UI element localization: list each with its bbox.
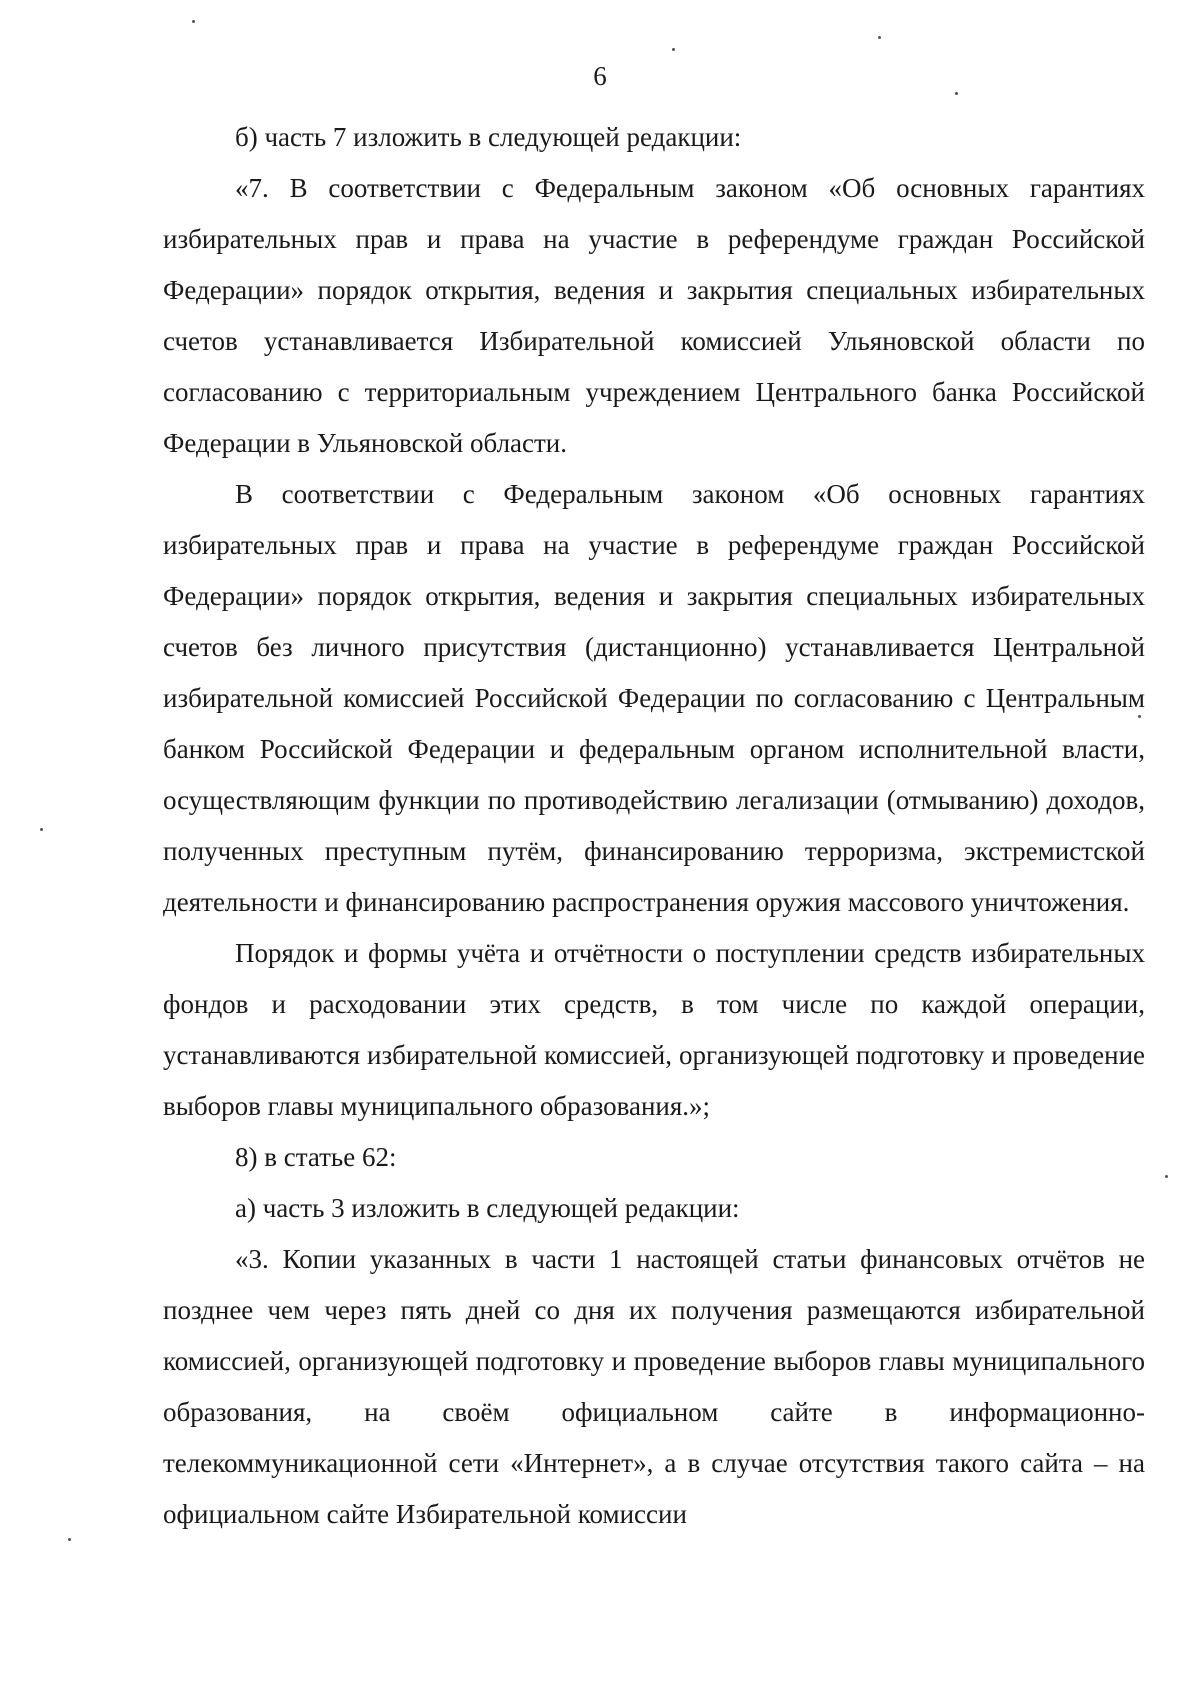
document-body [163, 112, 1145, 1540]
page-number: 6 [593, 61, 607, 91]
scan-speck [68, 1538, 71, 1541]
paragraph-item-8: 8) в статье 62: [235, 1142, 397, 1172]
scan-speck [192, 20, 195, 23]
scan-speck [878, 36, 881, 39]
scan-speck [1165, 1175, 1168, 1178]
scan-speck [672, 48, 675, 51]
scan-speck [955, 92, 958, 95]
paragraph-part-7-text: «7. В соответствии с Федеральным законом «Об основных гарантиях избирательных прав и права на участие в референдуме граждан Российской Федерации» порядок открытия, ведения и закрытия специальных избирательных счетов устанавливается Избирательной комиссией Ульяновской области по согласованию с территориальным учреждением Центрального банка Российской Федерации в Ульяновской области. [163, 173, 1145, 458]
paragraph-item-b: б) часть 7 изложить в следующей редакции: [235, 122, 742, 152]
paragraph-remote-accounts: В соответствии с Федеральным законом «Об основных гарантиях избирательных прав и права на участие в референдуме граждан Российской Федерации» порядок открытия, ведения и закрытия специальных избирательных счетов без личного присутствия (дистанционно) устанавливается Центральной избирательной комиссией Российской Федерации по согласованию с Центральным банком Российской Федерации и федеральным органом исполнительной власти, осуществляющим функции по противодействию легализации (отмыванию) доходов, полученных преступным путём, финансированию терроризма, экстремистской деятельности и финансированию распространения оружия массового уничтожения. [163, 479, 1145, 917]
paragraph-part-3-text: «3. Копии указанных в части 1 настоящей статьи финансовых отчётов не позднее чем через пять дней со дня их получения размещаются избирательной комиссией, организующей подготовку и проведение выборов главы муниципального образования, на своём официальном сайте в информационно-телекоммуникационной сети «Интернет», а в случае отсутствия такого сайта – на официальном сайте Избирательной комиссии [163, 1244, 1145, 1529]
paragraph-accounting-procedure: Порядок и формы учёта и отчётности о поступлении средств избирательных фондов и расходовании этих средств, в том числе по каждой операции, устанавливаются избирательной комиссией, организующей подготовку и проведение выборов главы муниципального образования.»; [163, 938, 1145, 1121]
paragraph-item-a: а) часть 3 изложить в следующей редакции: [235, 1193, 740, 1223]
scan-speck [40, 828, 43, 831]
scan-speck [1138, 715, 1141, 718]
